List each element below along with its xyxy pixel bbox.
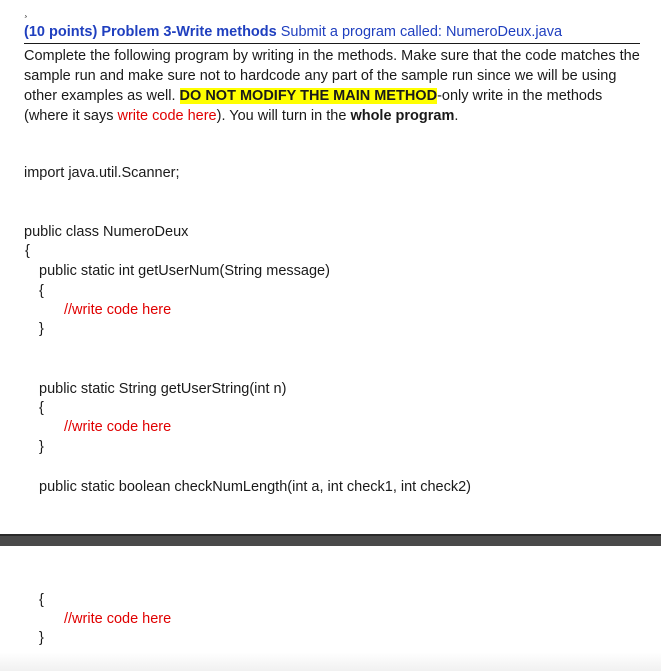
method2-signature: public static String getUserString(int n)	[39, 381, 287, 397]
class-declaration: public class NumeroDeux	[24, 224, 189, 240]
method1-close-brace: }	[39, 321, 44, 337]
instructions-part4: .	[454, 108, 459, 124]
instructions-part1: Complete the following program by writing in the methods. Make sure that the code matches the sample run and make sure not to hardcode any part of the sample run since we will be using other examples as well.	[24, 48, 640, 104]
whole-program-text: whole program	[350, 108, 455, 124]
instructions-paragraph	[24, 46, 644, 126]
instructions-part3: ). You will turn in the	[216, 108, 351, 124]
problem-subtitle: Submit a program called: NumeroDeux.java	[276, 24, 563, 40]
method1-open-brace: {	[39, 283, 44, 299]
method3-signature: public static boolean checkNumLength(int a, int check1, int check2)	[39, 479, 472, 495]
method3-open-brace: {	[39, 592, 44, 608]
problem-title: (10 points) Problem 3-Write methods	[24, 24, 277, 40]
import-line: import java.util.Scanner;	[24, 165, 180, 181]
problem-heading	[24, 22, 640, 44]
method3-comment: //write code here	[64, 611, 172, 627]
class-open-brace: {	[25, 243, 30, 259]
top-mark: ¸	[24, 4, 28, 18]
write-code-here-text: write code here	[117, 108, 217, 124]
method2-open-brace: {	[39, 400, 44, 416]
method2-comment: //write code here	[64, 419, 172, 435]
do-not-modify-highlight: DO NOT MODIFY THE MAIN METHOD	[179, 88, 438, 104]
method3-close-brace: }	[39, 630, 44, 646]
method2-close-brace: }	[39, 439, 44, 455]
method1-comment: //write code here	[64, 302, 172, 318]
instructions-part2: -only write in the methods (where it says	[24, 88, 603, 124]
method1-signature: public static int getUserNum(String message)	[39, 263, 330, 279]
